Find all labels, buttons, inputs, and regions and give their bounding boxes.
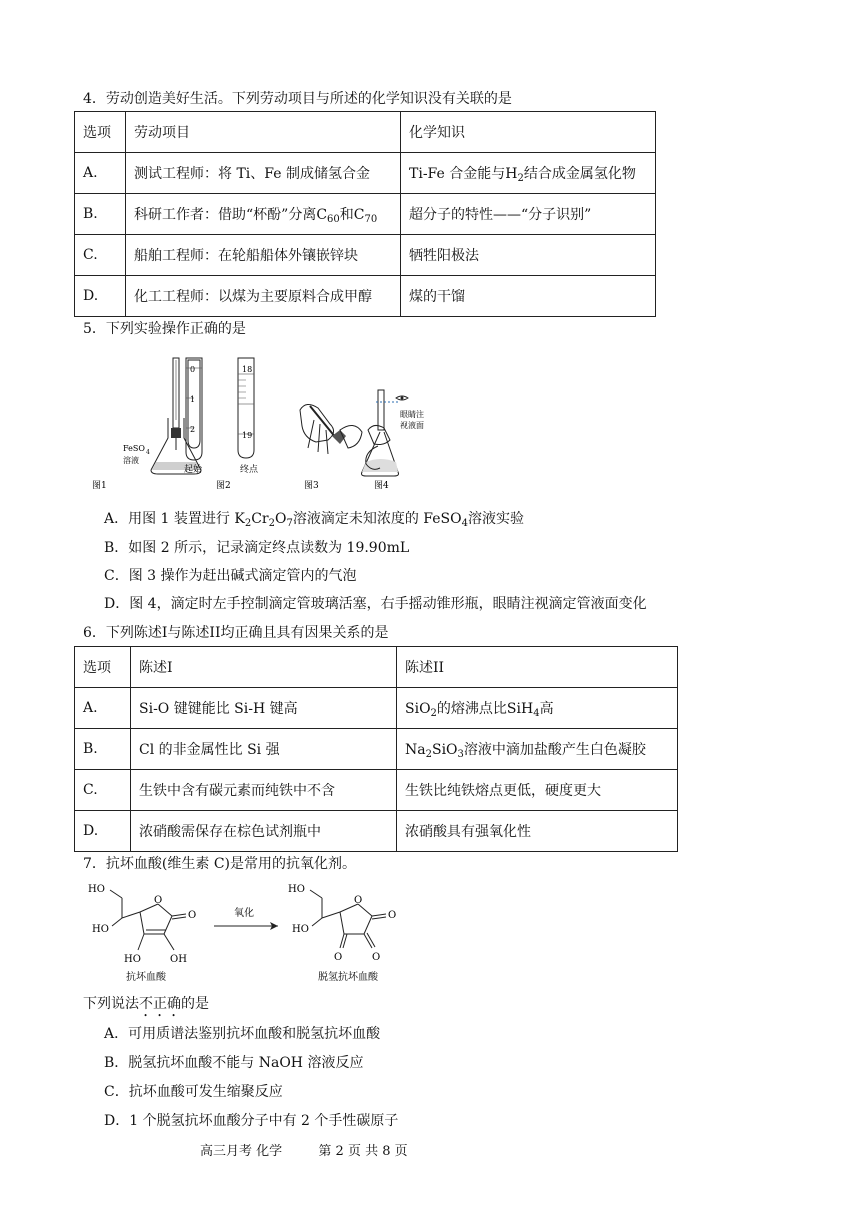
q7-option-b[interactable]: B．脱氢抗坏血酸不能与 NaOH 溶液反应	[104, 1055, 364, 1071]
question-6-table	[74, 646, 678, 852]
figure-4-caption: 图4	[374, 481, 389, 491]
scale-0: 0	[190, 365, 196, 374]
row-option: A.	[75, 688, 131, 729]
q7-option-d[interactable]: D．1 个脱氢抗坏血酸分子中有 2 个手性碳原子	[104, 1113, 399, 1129]
q5-option-d[interactable]: D．图 4，滴定时左手控制滴定管玻璃活塞，右手摇动锥形瓶，眼睛注视滴定管液面变化	[104, 596, 647, 612]
row-labor: 化工工程师：以煤为主要原料合成甲醇	[126, 276, 401, 317]
atom-label: O	[188, 910, 197, 921]
eye-note-2: 视液面	[400, 421, 424, 430]
figure-1-caption: 图1	[92, 481, 107, 491]
table-header-row	[75, 112, 656, 153]
row-option: C.	[75, 235, 126, 276]
row-knowledge: 超分子的特性——“分子识别”	[401, 194, 656, 235]
row-statement-2: SiO$_2$的熔沸点比SiH$_4$高	[397, 688, 678, 729]
row-option: C.	[75, 770, 131, 811]
table-row	[75, 688, 678, 729]
end-label: 终点	[240, 465, 259, 475]
figure-3-caption: 图3	[304, 481, 319, 491]
header-knowledge: 化学知识	[401, 112, 656, 153]
start-label: 起始	[184, 465, 203, 475]
atom-label: O	[372, 952, 381, 963]
table-row	[75, 194, 656, 235]
scale-19: 19	[242, 431, 253, 440]
atom-label: HO	[288, 884, 305, 895]
q7-option-c[interactable]: C．抗坏血酸可发生缩聚反应	[104, 1084, 283, 1100]
experiment-figures	[78, 350, 458, 498]
figure-4-titration	[362, 390, 425, 491]
arrow-label: 氧化	[234, 908, 254, 919]
molecule-1-name: 抗坏血酸	[126, 972, 166, 983]
row-statement-2: 生铁比纯铁熔点更低，硬度更大	[397, 770, 678, 811]
scale-2: 2	[190, 425, 196, 434]
row-knowledge: 煤的干馏	[401, 276, 656, 317]
row-labor: 测试工程师：将 Ti、Fe 制成储氢合金	[126, 153, 401, 194]
question-4-stem: 4．劳动创造美好生活。下列劳动项目与所述的化学知识没有关联的是	[83, 91, 512, 107]
row-statement-1: Cl 的非金属性比 Si 强	[131, 729, 397, 770]
table-header-row	[75, 647, 678, 688]
eye-note-1: 眼睛注	[400, 410, 424, 419]
row-labor: 船舶工程师：在轮船船体外镶嵌锌块	[126, 235, 401, 276]
page-footer	[200, 1140, 408, 1159]
table-row	[75, 235, 656, 276]
scale-1: 1	[190, 395, 196, 404]
row-option: D.	[75, 811, 131, 852]
dehydroascorbic-acid-structure	[310, 890, 386, 948]
atom-label: O	[354, 895, 363, 906]
emphasis-not-correct: 不正确	[139, 996, 181, 1012]
table-row	[75, 153, 656, 194]
row-statement-2: 浓硝酸具有强氧化性	[397, 811, 678, 852]
svg-text:4: 4	[146, 449, 150, 456]
q5-option-c[interactable]: C．图 3 操作为赶出碱式滴定管内的气泡	[104, 568, 357, 584]
atom-label: OH	[170, 954, 187, 965]
figure-2-caption: 图2	[216, 481, 231, 491]
row-statement-1: 浓硝酸需保存在棕色试剂瓶中	[131, 811, 397, 852]
atom-label: O	[388, 910, 397, 921]
header-option: 选项	[75, 112, 126, 153]
footer-exam-title: 高三月考 化学	[200, 1144, 283, 1159]
figure-2	[184, 358, 259, 491]
row-knowledge: 牺牲阳极法	[401, 235, 656, 276]
molecule-2-name: 脱氢抗坏血酸	[318, 972, 378, 983]
row-statement-1: 生铁中含有碳元素而纯铁中不含	[131, 770, 397, 811]
solution-label: 溶液	[123, 456, 139, 465]
row-option: B.	[75, 729, 131, 770]
row-option: B.	[75, 194, 126, 235]
table-row	[75, 770, 678, 811]
atom-label: O	[154, 895, 163, 906]
header-labor: 劳动项目	[126, 112, 401, 153]
q5-option-a[interactable]: A．用图 1 装置进行 $K_2Cr_2O_7$溶液滴定未知浓度的 FeSO$_4$溶液实验	[104, 511, 524, 529]
row-statement-2: $Na_2SiO_3$溶液中滴加盐酸产生白色凝胶	[397, 729, 678, 770]
question-5-stem: 5．下列实验操作正确的是	[83, 321, 246, 337]
q5-option-b[interactable]: B．如图 2 所示，记录滴定终点读数为 19.90mL	[104, 540, 410, 556]
q7-option-a[interactable]: A．可用质谱法鉴别抗坏血酸和脱氢抗坏血酸	[104, 1026, 381, 1042]
atom-label: HO	[88, 884, 105, 895]
atom-label: HO	[92, 924, 109, 935]
footer-page-number: 第 2 页 共 8 页	[318, 1144, 408, 1159]
ascorbic-acid-oxidation-diagram	[82, 876, 422, 988]
atom-label: O	[334, 952, 343, 963]
question-4-table	[74, 111, 656, 317]
row-option: A.	[75, 153, 126, 194]
atom-label: HO	[292, 924, 309, 935]
table-row	[75, 729, 678, 770]
feso4-label: FeSO	[123, 444, 145, 453]
question-7-stem: 7．抗坏血酸(维生素 C)是常用的抗氧化剂。	[83, 856, 356, 872]
row-labor: 科研工作者：借助“杯酚”分离$C_{60}$和$C_{70}$	[126, 194, 401, 235]
table-row	[75, 276, 656, 317]
table-row	[75, 811, 678, 852]
ascorbic-acid-structure	[110, 890, 186, 950]
row-option: D.	[75, 276, 126, 317]
atom-label: HO	[124, 954, 141, 965]
row-statement-1: Si-O 键键能比 Si-H 键高	[131, 688, 397, 729]
question-6-stem: 6．下列陈述I与陈述II均正确且具有因果关系的是	[83, 625, 389, 641]
figure-3-hands	[300, 404, 362, 491]
header-statement-2: 陈述II	[397, 647, 678, 688]
header-statement-1: 陈述I	[131, 647, 397, 688]
question-7-prompt: 下列说法不正确的是	[83, 996, 209, 1012]
header-option: 选项	[75, 647, 131, 688]
row-knowledge: Ti-Fe 合金能与$H_2$结合成金属氢化物	[401, 153, 656, 194]
scale-18: 18	[242, 365, 253, 374]
